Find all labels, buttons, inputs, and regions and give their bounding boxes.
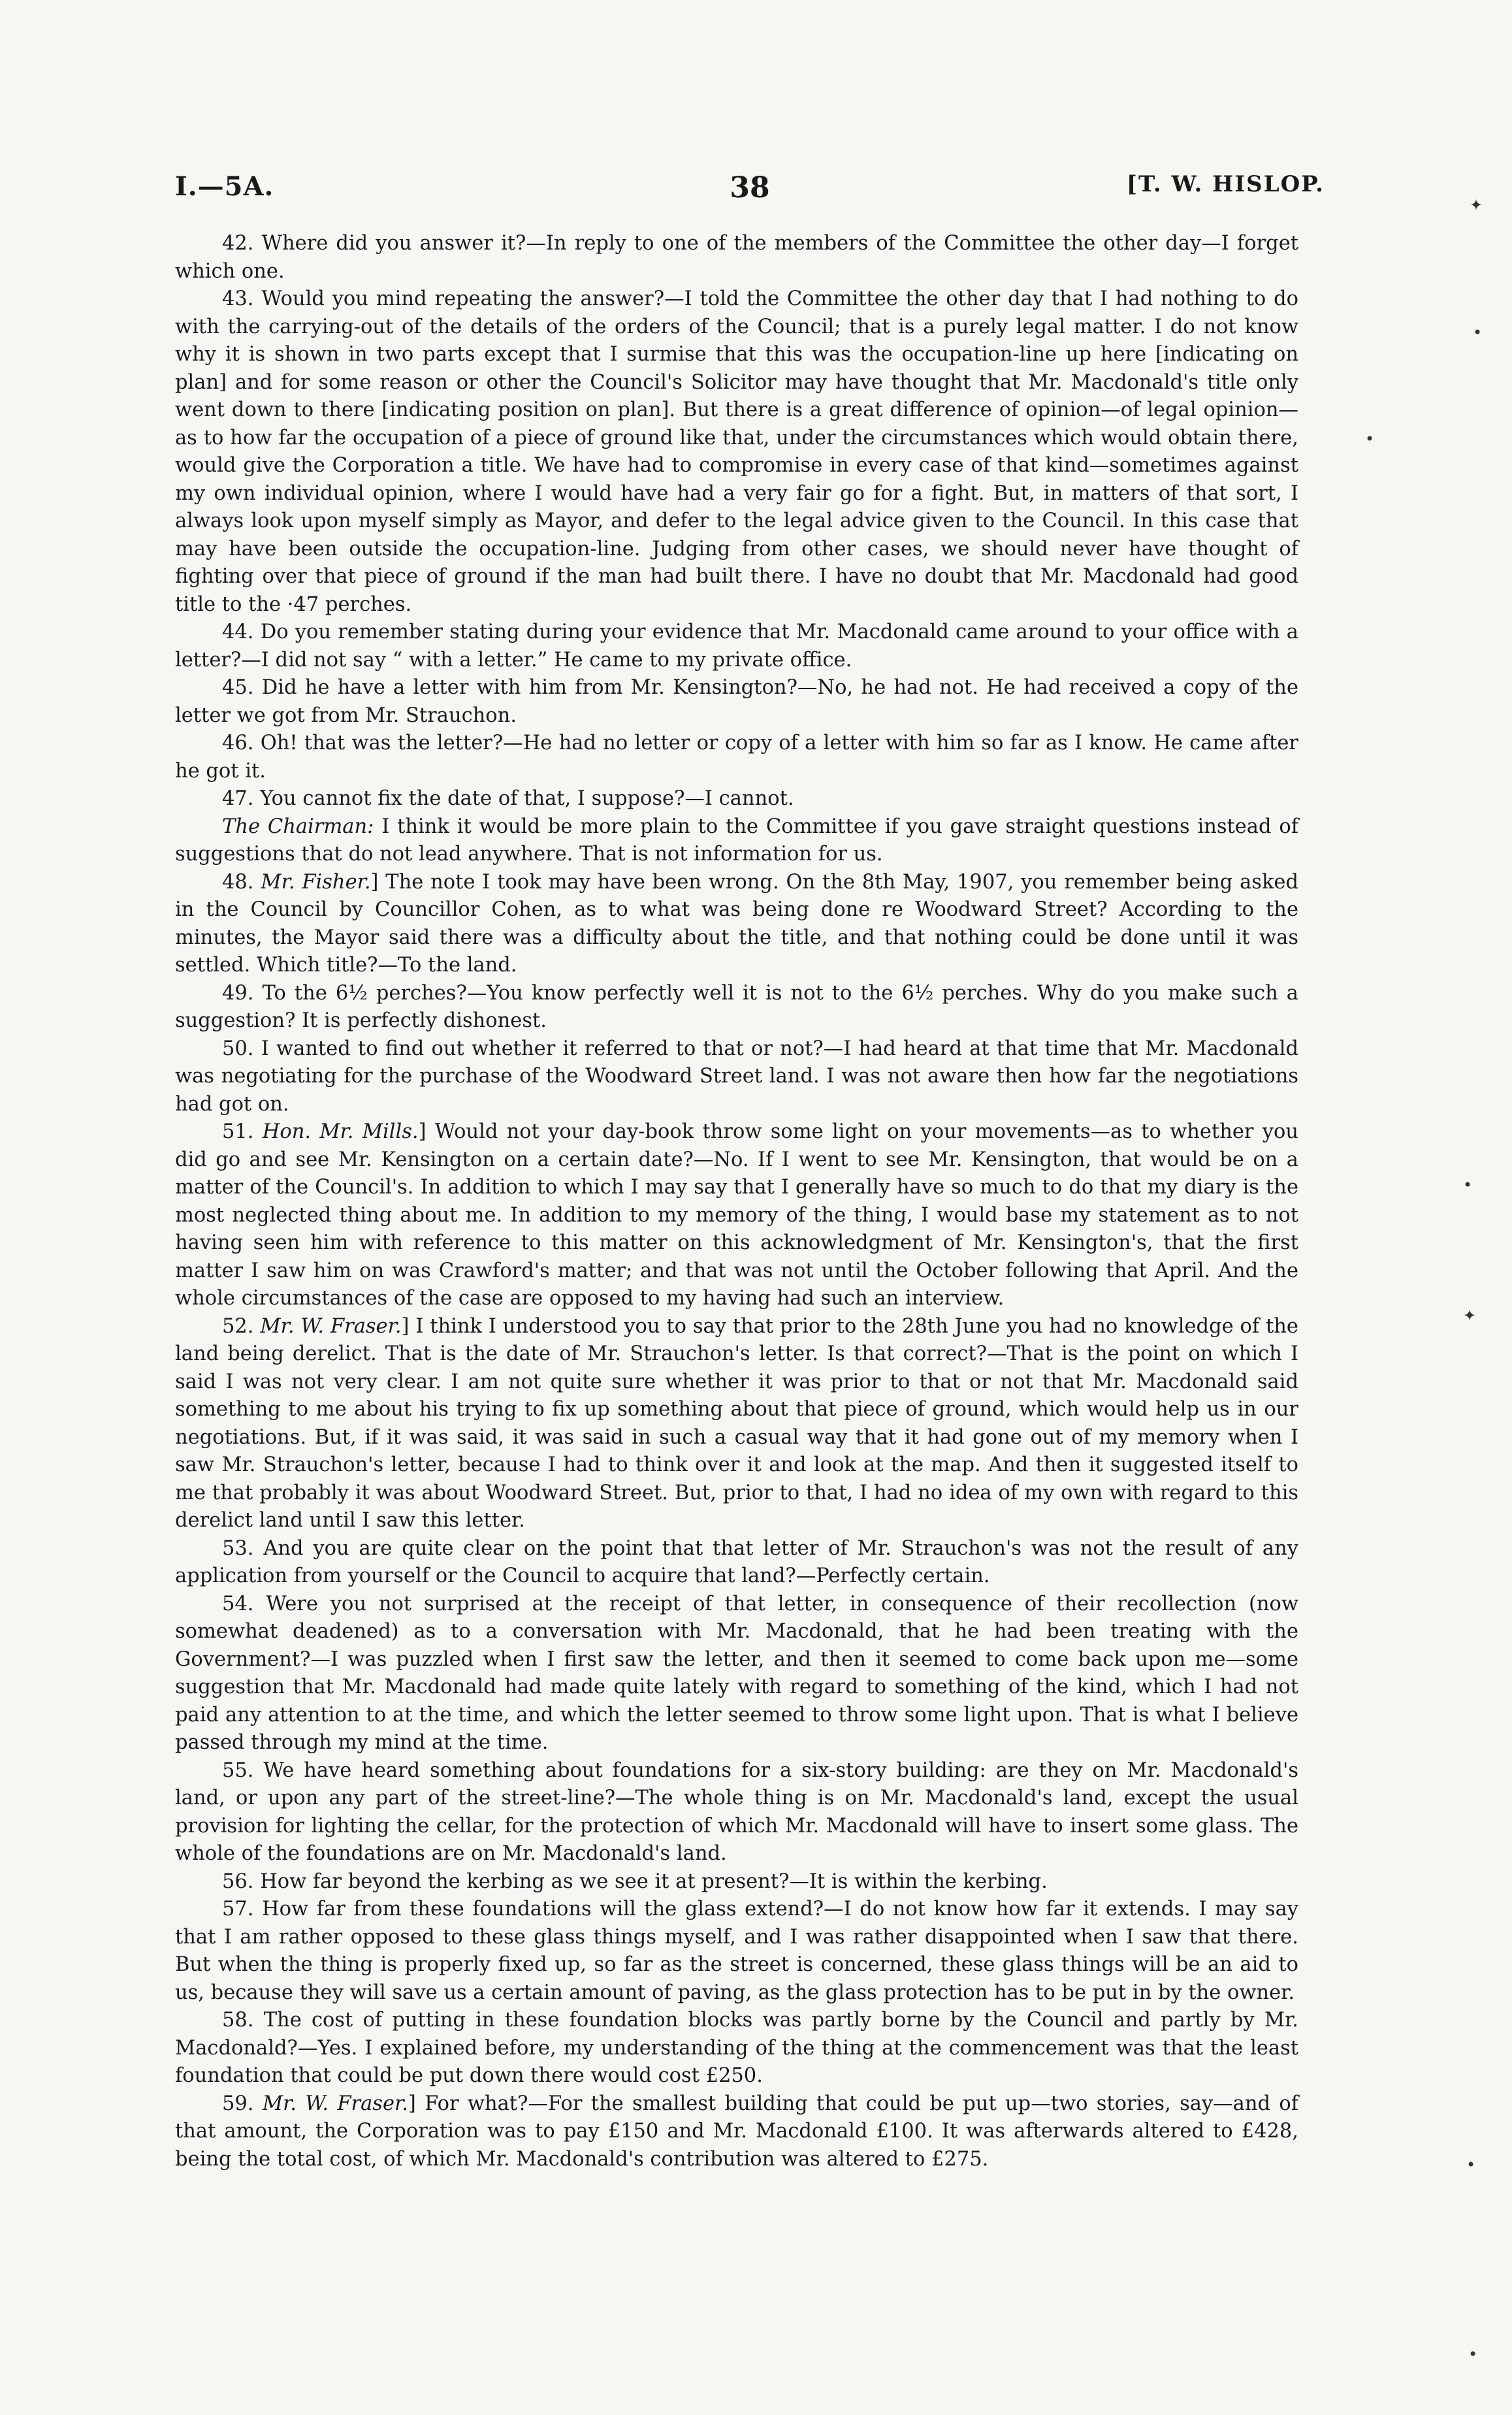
margin-mark: •: [1365, 430, 1375, 448]
paragraph: 48. Mr. Fisher.] The note I took may have been wrong. On the 8th May, 1907, you remember being asked in the Council by Councillor Cohen, as to what was being done re Woodward Street? According to the minutes, the Mayor said there was a difficulty about the title, and that nothing could be done until it was settled. Which title?—To the land.: [175, 870, 1298, 977]
paragraph: 42. Where did you answer it?—In reply to one of the members of the Committee the other day—I forget which one.: [175, 232, 1298, 283]
margin-mark: ✦: [1470, 196, 1483, 214]
paragraph: 51. Hon. Mr. Mills.] Would not your day-book throw some light on your movements—as to whether you did go and see Mr. Kensington on a certain date?—No. If I went to see Mr. Kensington, that would be on a matter of the Council's. In addition to which I may say that I generally have so much to do that my diary is the most neglected thing about me. In addition to my memory of the thing, I would base my statement as to not having seen him with reference to this matter on this acknowledgment of Mr. Kensington's, that the first matter I saw him on was Crawford's matter; and that was not until the October following that April. And the whole circumstances of the case are opposed to my having had such an interview.: [175, 1120, 1298, 1310]
evidence-text: [175, 230, 1298, 2173]
paragraph: 45. Did he have a letter with him from Mr. Kensington?—No, he had not. He had received a copy of the letter we got from Mr. Strauchon.: [175, 676, 1298, 727]
paragraph: 50. I wanted to find out whether it referred to that or not?—I had heard at that time that Mr. Macdonald was negotiating for the purchase of the Woodward Street land. I was not aware then how far the negotiations had got on.: [175, 1037, 1298, 1116]
paragraph: 58. The cost of putting in these foundation blocks was partly borne by the Council and partly by Mr. Macdonald?—Yes. I explained before, my understanding of the thing at the commencement was that the least foundation that could be put down there would cost £250.: [175, 2009, 1298, 2087]
page-header: [175, 171, 1325, 210]
paragraph: The Chairman: I think it would be more plain to the Committee if you gave straight questions instead of suggestions that do not lead anywhere. That is not information for us.: [175, 815, 1298, 866]
margin-mark: •: [1466, 2156, 1476, 2174]
paragraph: 52. Mr. W. Fraser.] I think I understood you to say that prior to the 28th June you had no knowledge of the land being derelict. That is the date of Mr. Strauchon's letter. Is that correct?—That is the point on which I said I was not very clear. I am not quite sure whether it was prior to that or not that Mr. Macdonald said something to me about his trying to fix up something about that piece of ground, which would help us in our negotiations. But, if it was said, it was said in such a casual way that it had gone out of my memory when I saw Mr. Strauchon's letter, because I had to think over it and look at the map. And then it suggested itself to me that probably it was about Woodward Street. But, prior to that, I had no idea of my own with regard to this derelict land until I saw this letter.: [175, 1314, 1298, 1532]
paragraph: 57. How far from these foundations will the glass extend?—I do not know how far it extends. I may say that I am rather opposed to these glass things myself, and I was rather disappointed when I saw that there. But when the thing is properly fixed up, so far as the street is concerned, these glass things will be an aid to us, because they will save us a certain amount of paving, as the glass protection has to be put in by the owner.: [175, 1898, 1298, 2004]
margin-mark: ✦: [1463, 1306, 1477, 1325]
paragraph: 55. We have heard something about foundations for a six-story building: are they on Mr. Macdonald's land, or upon any part of the street-line?—The whole thing is on Mr. Macdonald's land, except the usual provision for lighting the cellar, for the protection of which Mr. Macdonald will have to insert some glass. The whole of the foundations are on Mr. Macdonald's land.: [175, 1759, 1298, 1865]
margin-mark: •: [1468, 2345, 1478, 2363]
paragraph: 46. Oh! that was the letter?—He had no letter or copy of a letter with him so far as I know. He came after he got it.: [175, 732, 1298, 783]
paragraph: 56. How far beyond the kerbing as we see it at present?—It is within the kerbing.: [222, 1870, 1048, 1893]
paragraph: 47. You cannot fix the date of that, I suppose?—I cannot.: [222, 787, 794, 810]
paragraph: 59. Mr. W. Fraser.] For what?—For the smallest building that could be put up—two stories, say—and of that amount, the Corporation was to pay £150 and Mr. Macdonald £100. It was afterwards altered to £428, being the total cost, of which Mr. Macdonald's contribution was altered to £275.: [175, 2092, 1298, 2171]
paragraph: 53. And you are quite clear on the point that that letter of Mr. Strauchon's was not the result of any application from yourself or the Council to acquire that land?—Perfectly certain.: [175, 1536, 1298, 1587]
document-reference: I.—5A.: [175, 171, 274, 202]
witness-name: [T. W. HISLOP.: [1126, 171, 1325, 197]
paragraph: 44. Do you remember stating during your evidence that Mr. Macdonald came around to your office with a letter?—I did not say “ with a letter.” He came to my private office.: [175, 621, 1298, 672]
paragraph: 54. Were you not surprised at the receipt of that letter, in consequence of their recollection (now somewhat deadened) as to a conversation with Mr. Macdonald, that he had been treating with the Government?—I was puzzled when I first saw the letter, and then it seemed to come back upon me—some suggestion that Mr. Macdonald had made quite lately with regard to something of the kind, which I had not paid any attention to at the time, and which the letter seemed to throw some light upon. That is what I believe passed through my mind at the time.: [175, 1592, 1298, 1754]
paragraph: 49. To the 6½ perches?—You know perfectly well it is not to the 6½ perches. Why do you make such a suggestion? It is perfectly dishonest.: [175, 981, 1298, 1032]
margin-mark: •: [1473, 323, 1483, 342]
paragraph: 43. Would you mind repeating the answer?—I told the Committee the other day that I had nothing to do with the carrying-out of the details of the orders of the Council; that is a purely legal matter. I do not know why it is shown in two parts except that I surmise that this was the occupation-line up here [indicating on plan] and for some reason or other the Council's Solicitor may have thought that Mr. Macdonald's title only went down to there [indicating position on plan]. But there is a great difference of opinion—of legal opinion—as to how far the occupation of a piece of ground like that, under the circumstances which would obtain there, would give the Corporation a title. We have had to compromise in every case of that kind—sometimes against my own individual opinion, where I would have had a very fair go for a fight. But, in matters of that sort, I always look upon myself simply as Mayor, and defer to the legal advice given to the Council. In this case that may have been outside the occupation-line. Judging from other cases, we should never have thought of fighting over that piece of ground if the man had built there. I have no doubt that Mr. Macdonald had good title to the ·47 perches.: [175, 287, 1298, 616]
margin-mark: •: [1463, 1176, 1473, 1194]
page-number: 38: [730, 171, 770, 204]
